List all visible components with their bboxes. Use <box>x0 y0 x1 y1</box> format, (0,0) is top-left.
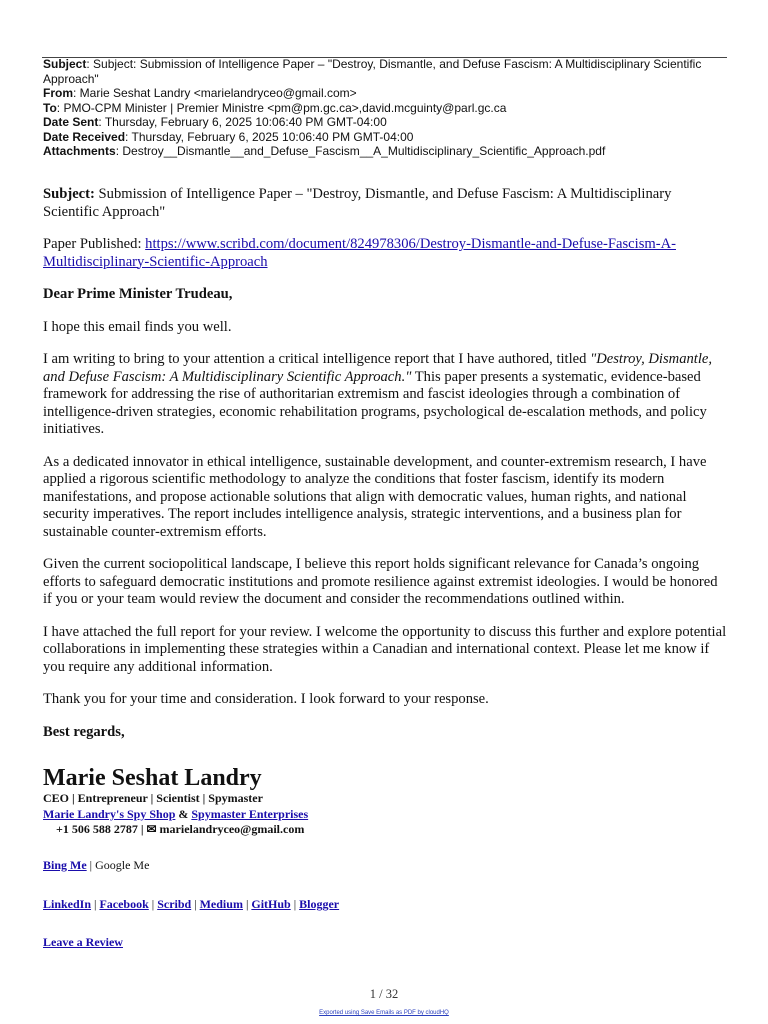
attachments-value[interactable]: Destroy__Dismantle__and_Defuse_Fascism__A_Multidisciplinary_Scientific_Approach.pdf <box>122 144 606 158</box>
from-label: From <box>43 86 73 100</box>
page-number: 1 / 32 <box>369 987 399 1001</box>
published-link[interactable]: https://www.scribd.com/document/824978306/Destroy-Dismantle-and-Defuse-Fascism-A-Multidisciplinary-Scientific-Approach <box>43 236 676 270</box>
subject-value: Subject: Submission of Intelligence Paper – "Destroy, Dismantle, and Defuse Fascism: A Multidisciplinary Scientific Approach" <box>43 57 702 86</box>
scribd-link[interactable]: Scribd <box>157 896 192 911</box>
review-line <box>43 935 728 950</box>
bing-me-link[interactable]: Bing Me <box>43 857 87 872</box>
body-subject-text: Submission of Intelligence Paper – "Destroy, Dismantle, and Defuse Fascism: A Multidisciplinary Scientific Approach" <box>43 186 672 220</box>
export-credit <box>0 1010 768 1016</box>
ampersand: & <box>175 806 192 821</box>
export-credit-link[interactable]: Exported using Save Emails as PDF by cloudHQ <box>319 1010 449 1016</box>
date-received-row: Date Received: Thursday, February 6, 2025 10:06:40 PM GMT-04:00 <box>43 129 414 144</box>
spymaster-enterprises-link[interactable]: Spymaster Enterprises <box>191 806 309 821</box>
github-link[interactable]: GitHub <box>251 896 291 911</box>
greeting <box>43 286 728 304</box>
date-sent-row: Date Sent: Thursday, February 6, 2025 10:06:40 PM GMT-04:00 <box>43 115 387 129</box>
signature-titles: CEO | Entrepreneur | Scientist | Spymaster <box>43 791 263 805</box>
facebook-link[interactable]: Facebook <box>99 896 149 911</box>
signature-contact: +1 506 588 2787 | ✉ marielandryceo@gmail.com <box>56 822 305 836</box>
date-sent-label: Date Sent <box>43 115 99 129</box>
blogger-link[interactable]: Blogger <box>299 896 340 911</box>
body-subject-label: Subject: <box>43 186 95 202</box>
paragraph-6: Thank you for your time and consideration. I look forward to your response. <box>43 691 489 707</box>
to-label: To <box>43 100 57 115</box>
paragraph-2-intro: I am writing to bring to your attention a critical intelligence report that I have authored, titled <box>43 351 591 367</box>
to-value: PMO-CPM Minister | Premier Ministre <pm@pm.gc.ca>,david.mcguinty@parl.gc.ca <box>63 100 507 115</box>
search-links <box>43 858 728 873</box>
from-row: From: Marie Seshat Landry <marielandryceo@gmail.com> <box>43 86 357 100</box>
medium-link[interactable]: Medium <box>199 896 243 911</box>
attachments-row: Attachments: Destroy__Dismantle__and_Defuse_Fascism__A_Multidisciplinary_Scientific_Approach.pdf <box>43 144 606 158</box>
email-header <box>43 57 728 159</box>
spy-shop-link[interactable]: Marie Landry's Spy Shop <box>43 806 176 821</box>
email-body <box>43 186 728 965</box>
from-value: Marie Seshat Landry <marielandryceo@gmail.com> <box>79 86 357 100</box>
paragraph-1: I hope this email finds you well. <box>43 318 232 335</box>
date-received-label: Date Received <box>43 129 126 144</box>
paper-title: "Destroy, Dismantle, and Defuse Fascism: A Multidisciplinary Scientific Approach." <box>43 351 713 385</box>
paragraph-5: I have attached the full report for your review. I welcome the opportunity to discuss this further and explore potential collaborations in implementing these strategies within a Canadian and international context. Please let me know if you require any additional information. <box>43 623 727 675</box>
subject-row: Subject: Subject: Submission of Intelligence Paper – "Destroy, Dismantle, and Defuse Fascism: A Multidisciplinary Scientific Approach" <box>43 57 702 86</box>
signature-name: Marie Seshat Landry <box>43 765 262 791</box>
date-received-value: Thursday, February 6, 2025 10:06:40 PM GMT-04:00 <box>131 129 414 144</box>
body-subject <box>43 186 728 221</box>
signature-companies <box>43 807 728 823</box>
subject-label: Subject <box>43 57 87 71</box>
date-sent-value: Thursday, February 6, 2025 10:06:40 PM GMT-04:00 <box>104 115 387 129</box>
closing <box>43 724 728 742</box>
leave-review-link[interactable]: Leave a Review <box>43 934 123 949</box>
google-me-text: | Google Me <box>86 857 150 872</box>
paragraph-2-rest: This paper presents a systematic, evidence-based framework for addressing the rise of authoritarian extremism and fascist ideologies through a combination of intelligence-driven strategies, economic rehabilitation programs, psychological de-escalation methods, and policy initiatives. <box>43 368 707 437</box>
paragraph-3: As a dedicated innovator in ethical intelligence, sustainable development, and counter-extremism research, I have applied a rigorous scientific methodology to analyze the conditions that foster fascism, identify its modern manifestations, and propose actionable solutions that align with democratic values, human rights, and national security imperatives. The report includes intelligence analysis, strategic interventions, and a business plan for sustainable counter-extremism efforts. <box>43 453 707 540</box>
linkedin-link[interactable]: LinkedIn <box>43 896 92 911</box>
paragraph-4: Given the current sociopolitical landscape, I believe this report holds significant relevance for Canada’s ongoing efforts to safeguard democratic institutions and promote resilience against extremist ideologies. I would be honored if you or your team would review the document and consider the recommendations outlined within. <box>43 556 718 607</box>
attachments-label: Attachments <box>43 144 116 158</box>
greeting-text: Dear Prime Minister Trudeau, <box>43 286 233 302</box>
published-line <box>43 236 728 271</box>
closing-text: Best regards, <box>43 723 125 740</box>
social-links: LinkedIn | Facebook | Scribd | Medium | GitHub | Blogger <box>43 896 340 911</box>
paragraph-2 <box>43 351 728 439</box>
to-row: To: PMO-CPM Minister | Premier Ministre <pm@pm.gc.ca>,david.mcguinty@parl.gc.ca <box>43 100 507 115</box>
published-label: Paper Published: <box>43 236 142 252</box>
